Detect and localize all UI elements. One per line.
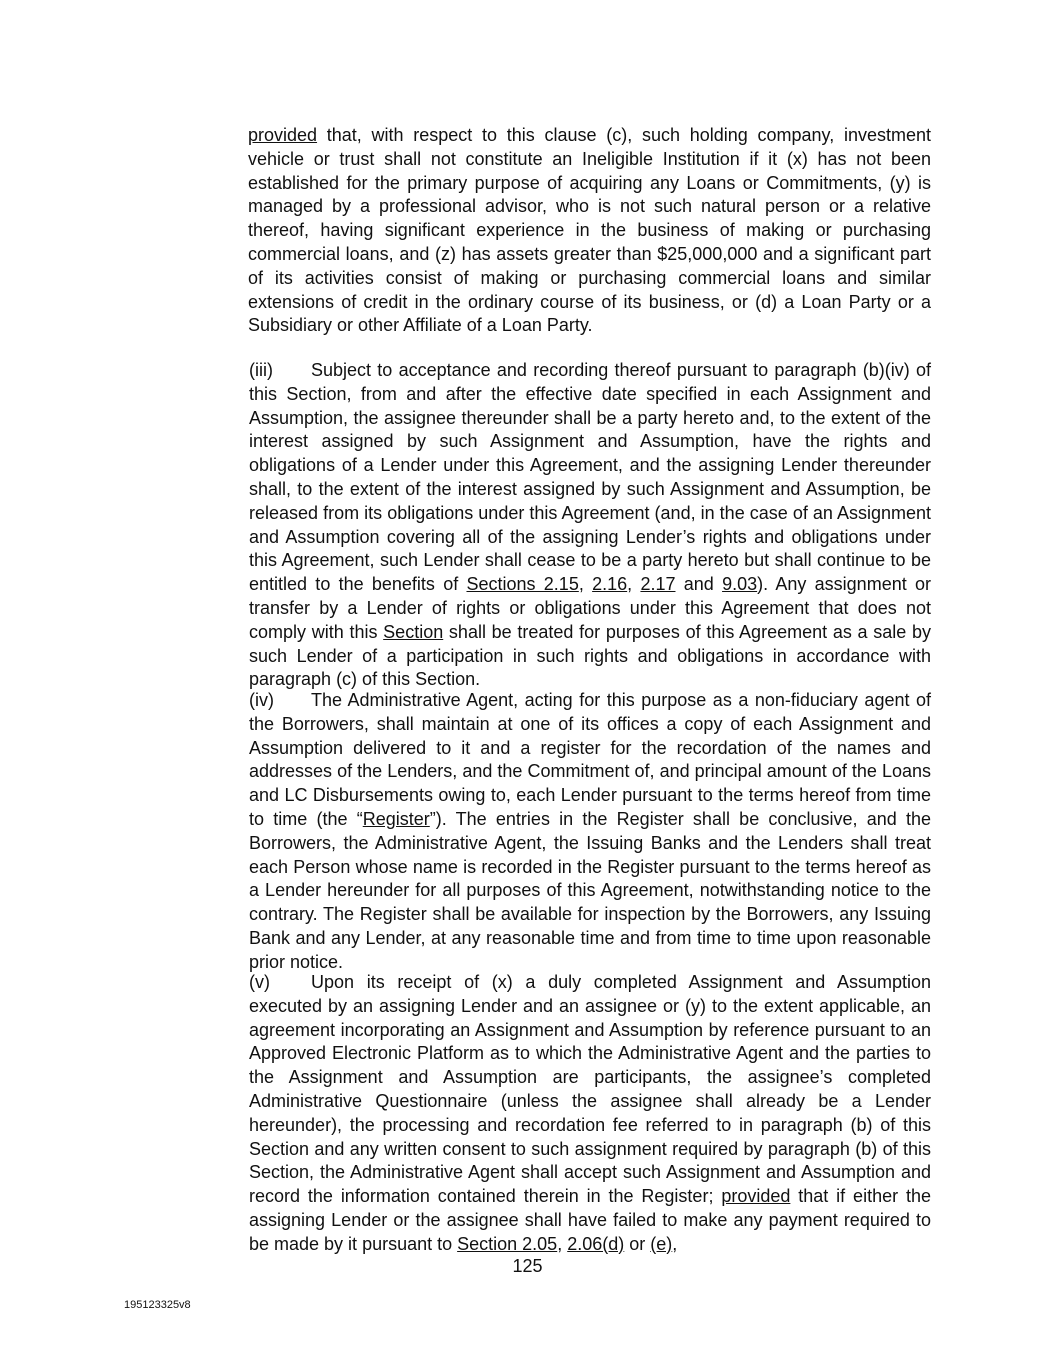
paragraph-text: shall be treated for purposes of this Agreement as a sale by such Lender of a participation in such rights and obligations in accordance with paragraph (c) of this Section. (249, 621, 931, 690)
section-reference: 9.03 (722, 574, 758, 595)
section-reference: (e) (650, 1233, 673, 1254)
paragraph-number: (iv) (249, 690, 274, 710)
paragraph-iv (187, 689, 931, 975)
paragraph-text: ). Any assignment or transfer by a Lender of rights or obligations under this Agreement that does not comply with this (249, 574, 931, 642)
section-reference: 2.06(d) (567, 1233, 625, 1254)
paragraph-iii (187, 359, 931, 692)
paragraph-text: Subject to acceptance and recording thereof pursuant to paragraph (b)(iv) of this Section, from and after the effective date specified in each Assignment and Assumption, the assignee thereunder shall be a party hereto and, to the extent of the interest assigned by such Assignment and Assumption, have the rights and obligations of a Lender under this Agreement, and the assigning Lender thereunder shall, to the extent of the interest assigned by such Assignment and Assumption, be released from its obligations under this Agreement (and, in the case of an Assignment and Assumption covering all of the assigning Lender’s rights and obligations under this Agreement, such Lender shall cease to be a party hereto but shall continue to be entitled to the benefits of (249, 360, 931, 595)
paragraph-text: ”). The entries in the Register shall be conclusive, and the Borrowers, the Administrative Agent, the Issuing Banks and the Lenders shall treat each Person whose name is recorded in the Register pursuant to the terms hereof as a Lender hereunder for all purposes of this Agreement, notwithstanding notice to the contrary. The Register shall be available for inspection by the Borrowers, any Issuing Bank and any Lender, at any reasonable time and from time to time upon reasonable prior notice. (249, 808, 931, 972)
paragraph-number: (iii) (249, 360, 273, 380)
document-id: 195123325v8 (124, 1299, 191, 1311)
paragraph-proviso (248, 124, 931, 338)
paragraph-text: that, with respect to this clause (c), such holding company, investment vehicle or trust shall not constitute an Ineligible Institution if it (x) has not been established for the primary purpose of acquiring any Loans or Commitments, (y) is managed by a professional advisor, who is not such natural person or a relative thereof, having significant experience in the business of making or purchasing commercial loans, and (z) has assets greater than $25,000,000 and a significant part of its activities consist of making or purchasing commercial loans and similar extensions of credit in the ordinary course of its business, or (d) a Loan Party or a Subsidiary or other Affiliate of a Loan Party. (248, 125, 931, 336)
paragraph-text: The Administrative Agent, acting for this purpose as a non-fiduciary agent of the Borrowers, shall maintain at one of its offices a copy of each Assignment and Assumption delivered to it and a register for the recordation of the names and addresses of the Lenders, and the Commitment of, and principal amount of the Loans and LC Disbursements owing to, each Lender pursuant to the terms hereof from time to time (the “ (249, 690, 931, 829)
paragraph-text: that if either the assigning Lender or the assignee shall have failed to make any payment required to be made by it pursuant to (249, 1186, 931, 1254)
paragraph-text: , (578, 574, 593, 595)
section-reference: Section (383, 621, 444, 642)
section-reference: Section 2.05 (457, 1233, 558, 1254)
paragraph-text: and (675, 574, 723, 595)
defined-term-register: Register (362, 808, 430, 829)
paragraph-text: Upon its receipt of (x) a duly completed Assignment and Assumption executed by an assigning Lender and an assignee or (y) to the extent applicable, an agreement incorporating an Assignment and Assumption by reference pursuant to an Approved Electronic Platform as to which the Administrative Agent and the parties to the Assignment and Assumption are participants, the assignee’s completed Administrative Questionnaire (unless the assignee shall already be a Lender hereunder), the processing and recordation fee referred to in paragraph (b) of this Section and any written consent to such assignment required by paragraph (b) of this Section, the Administrative Agent shall accept such Assignment and Assumption and record the information contained therein in the Register; (249, 972, 931, 1207)
paragraph-text: , (672, 1233, 678, 1254)
defined-term-provided: provided (721, 1186, 791, 1207)
section-reference: Sections 2.15 (466, 574, 579, 595)
paragraph-text: , (557, 1233, 568, 1254)
section-reference: 2.17 (640, 574, 676, 595)
paragraph-text: or (624, 1233, 651, 1254)
paragraph-text: , (627, 574, 641, 595)
defined-term-provided: provided (248, 125, 318, 145)
paragraph-number: (v) (249, 972, 270, 992)
section-reference: 2.16 (592, 574, 628, 595)
page-number: 125 (512, 1256, 543, 1276)
paragraph-v (187, 971, 931, 1257)
